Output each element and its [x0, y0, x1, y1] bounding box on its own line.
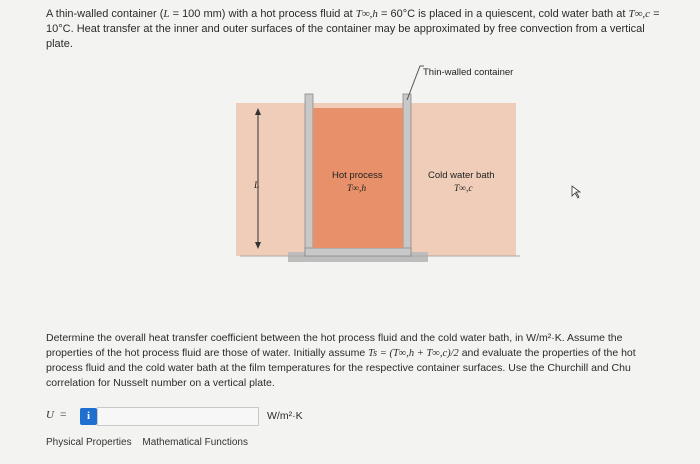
hot-temp-symbol: T∞,h: [355, 8, 378, 20]
length-label: L: [254, 181, 260, 191]
cold-temp-symbol: T∞,c: [628, 8, 651, 20]
question-part: Determine the overall heat transfer coefficient between the hot process fluid and the cold water bath, in W/m²·K. Assume the properties of the hot process fluid are those of water. Initially assume: [46, 332, 623, 359]
answer-equals: =: [60, 409, 67, 421]
math-functions-link[interactable]: Mathematical Functions: [142, 437, 248, 448]
surface-temp-symbol: Ts: [368, 348, 378, 359]
hot-process-label: Hot process: [332, 170, 383, 181]
intro-text: A thin-walled container (: [46, 8, 164, 20]
intro-text: = 10°C. Heat transfer at the inner and outer surfaces of the container may be approximated by free convection from a vertical plate.: [46, 8, 660, 50]
surface-temp-formula: = (T∞,h + T∞,c)/2: [377, 348, 459, 359]
hot-temp-symbol: T∞,h: [347, 184, 367, 194]
question-part: and evaluate the properties of the hot process fluid and the cold water bath at the film temperatures for the respective container surfaces. Use the Churchill and Chu correlation for Nusselt number on a vertical plate.: [46, 347, 636, 389]
container-right-wall: [403, 94, 411, 256]
answer-units: W/m²·K: [267, 410, 303, 422]
cold-temp-symbol: T∞,c: [454, 184, 473, 194]
answer-row: [46, 404, 346, 428]
info-icon[interactable]: i: [80, 408, 97, 425]
question-text: [46, 331, 666, 391]
container-left-wall: [305, 94, 313, 256]
resource-links: [46, 437, 256, 448]
container-bottom: [305, 248, 411, 256]
intro-text: = 100 mm) with a hot process fluid at: [169, 8, 356, 20]
length-symbol: L: [163, 8, 170, 20]
container-label: Thin-walled container: [423, 67, 514, 78]
physical-properties-link[interactable]: Physical Properties: [46, 437, 132, 448]
cold-bath-label: Cold water bath: [428, 170, 495, 181]
answer-input[interactable]: [97, 407, 259, 426]
intro-text: = 60°C is placed in a quiescent, cold water bath at: [377, 8, 629, 20]
answer-label: U: [46, 409, 54, 421]
cursor-icon: [572, 186, 580, 198]
